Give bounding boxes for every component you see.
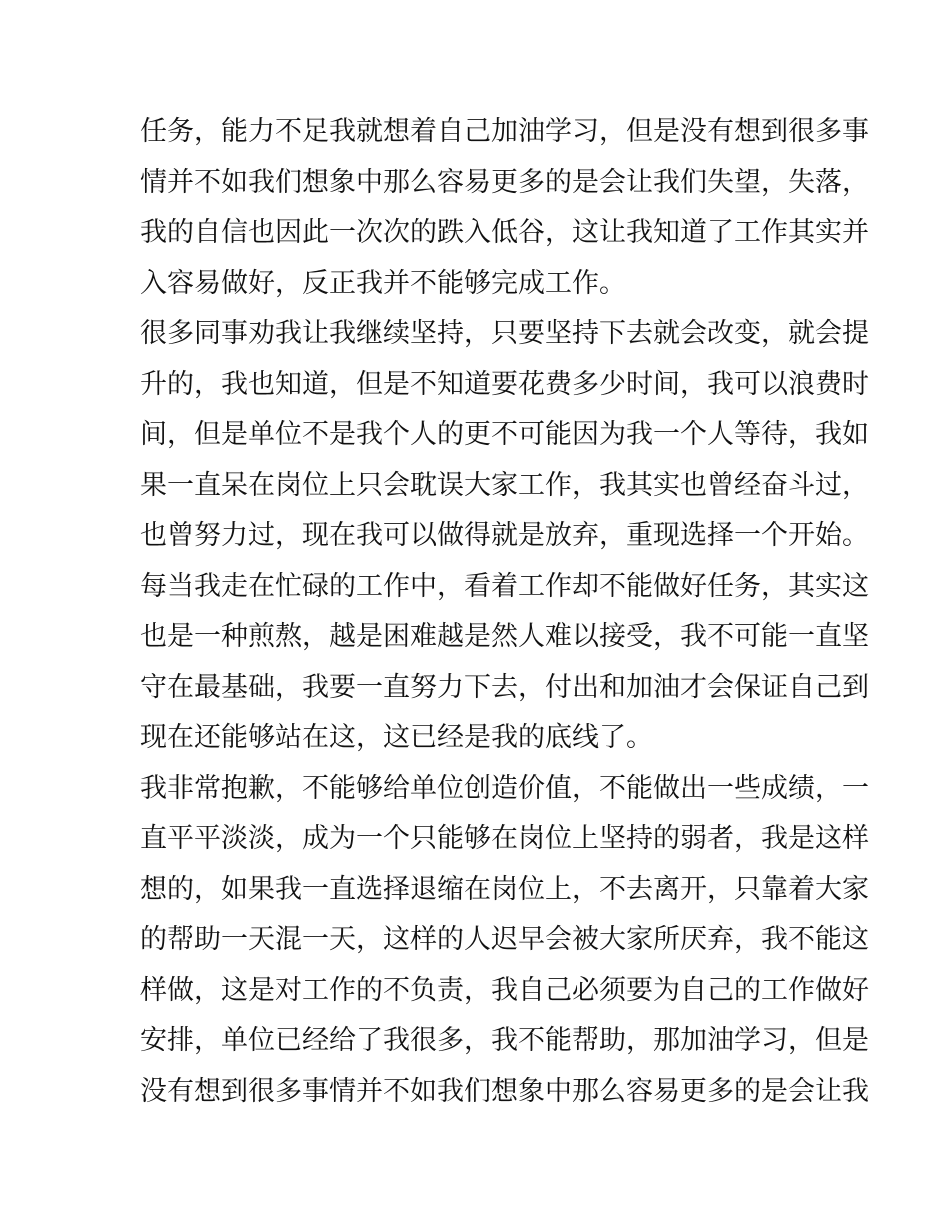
text-line: 安排，单位已经给了我很多，我不能帮助，那加油学习，但是 — [140, 1025, 869, 1056]
text-line: 任务，能力不足我就想着自己加油学习，但是没有想到很多事 — [140, 116, 869, 147]
body-text — [140, 107, 869, 1117]
text-line: 也曾努力过，现在我可以做得就是放弃，重现选择一个开始。 — [140, 520, 869, 551]
text-line: 每当我走在忙碌的工作中，看着工作却不能做好任务，其实这 — [140, 570, 869, 602]
text-line: 很多同事劝我让我继续坚持，只要坚持下去就会改变，就会提 — [140, 318, 869, 349]
text-line: 果一直呆在岗位上只会耽误大家工作，我其实也曾经奋斗过， — [140, 469, 869, 501]
text-line: 现在还能够站在这，这已经是我的底线了。 — [140, 722, 653, 753]
text-line: 间，但是单位不是我个人的更不可能因为我一个人等待，我如 — [140, 419, 869, 450]
text-line: 升的，我也知道，但是不知道要花费多少时间，我可以浪费时 — [140, 368, 869, 400]
text-line: 没有想到很多事情并不如我们想象中那么容易更多的是会让我 — [140, 1075, 869, 1107]
text-line: 我的自信也因此一次次的跌入低谷，这让我知道了工作其实并 — [140, 217, 869, 248]
text-line: 入容易做好，反正我并不能够完成工作。 — [140, 267, 626, 299]
text-line: 守在最基础，我要一直努力下去，付出和加油才会保证自己到 — [140, 671, 869, 703]
text-line: 也是一种煎熬，越是困难越是然人难以接受，我不可能一直坚 — [140, 621, 869, 652]
text-line: 样做，这是对工作的不负责，我自己必须要为自己的工作做好 — [140, 974, 869, 1006]
text-line: 想的，如果我一直选择退缩在岗位上，不去离开，只靠着大家 — [140, 873, 869, 905]
text-line: 情并不如我们想象中那么容易更多的是会让我们失望，失落， — [140, 166, 869, 198]
text-line: 我非常抱歉，不能够给单位创造价值，不能做出一些成绩，一 — [140, 772, 869, 804]
text-line: 的帮助一天混一天，这样的人迟早会被大家所厌弃，我不能这 — [140, 924, 869, 955]
text-line: 直平平淡淡，成为一个只能够在岗位上坚持的弱者，我是这样 — [140, 823, 869, 854]
